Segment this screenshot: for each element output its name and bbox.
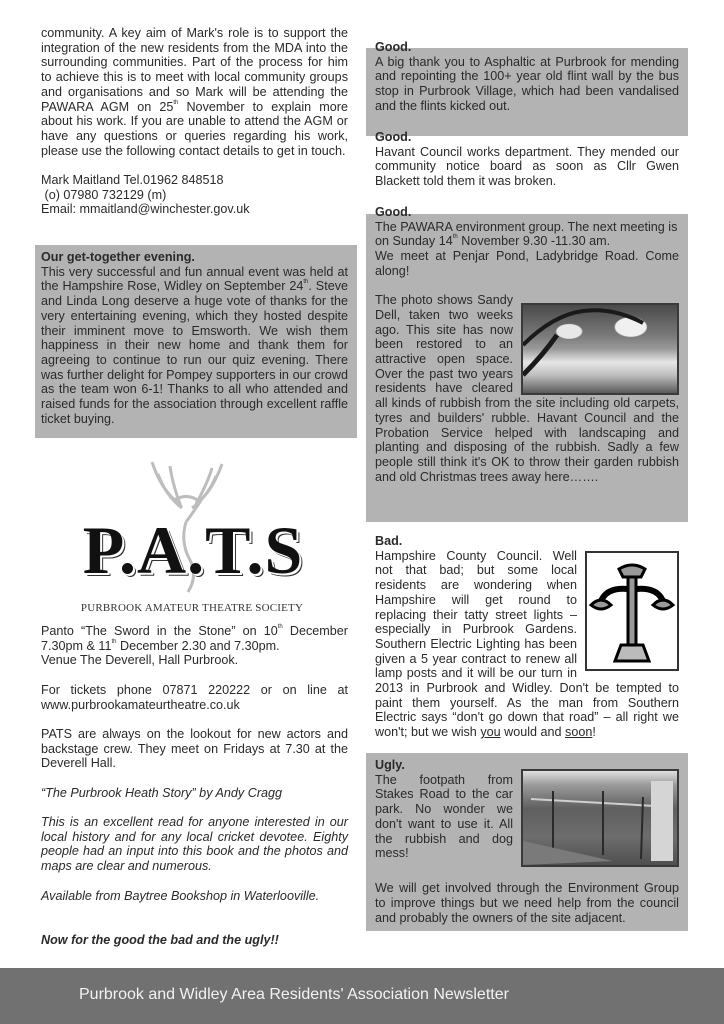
contact-name-tel: Mark Maitland Tel.01962 848518 — [41, 173, 224, 188]
contact-mobile: (o) 07980 732129 (m) — [41, 187, 167, 202]
good3-photo-text: The photo shows Sandy Dell, taken two weeks ago. This site has now been restored to an attractive open space. Over the past two years residents have cleared all kinds of rubbish from the site including old carpets, tyres and builders' rubble. Havant Council and the Probation Service helped with landscaping and planting and disposing of the rubbish. Sadly a few people still think it's OK to throw their garden rubbish and old Christmas trees away here……. — [375, 293, 679, 484]
fence-icon — [523, 771, 677, 865]
bad-heading: Bad. — [375, 534, 403, 548]
ugly-text: The footpath from Stakes Road to the car park. No wonder we don't want to use it. All the rubbish and dog mess! — [375, 772, 513, 861]
good2-text: Havant Council works department. They mended our community notice board as soon as Cllr Gwen Blackett told them it was broken. — [375, 144, 679, 189]
intro-paragraph: community. A key aim of Mark's role is to support the integration of the new residents from the MDA into the surrounding communities. Part of the process for him to achieve this is to meet with local community groups and organisations and so Mark will be attending the PAWARA AGM on 25th November to explain more about his work. If you are unable to attend the AGM or have any questions or queries regarding his work, please use the following contact details to get in touch. — [41, 26, 348, 158]
ugly-section — [375, 758, 679, 926]
pats-logo — [62, 452, 322, 620]
book-availability: Available from Baytree Bookshop in Waterlooville. — [41, 888, 320, 903]
good1-heading: Good. — [375, 40, 412, 54]
get-together-heading: Our get-together evening. — [41, 250, 195, 264]
book-title: “The Purbrook Heath Story” by Andy Cragg — [41, 785, 283, 800]
ugly-heading: Ugly. — [375, 758, 405, 772]
contact-email[interactable]: Email: mmaitland@winchester.gov.uk — [41, 202, 250, 217]
book-review: This is an excellent read for anyone interested in our local history and for any local cricket devotee. Eighty people had an input into this book and the photos and maps are clear and numerous. — [41, 815, 348, 874]
footpath-photo — [521, 769, 679, 867]
good3-heading: Good. — [375, 205, 412, 219]
tree-branch-icon — [523, 305, 677, 393]
sandy-dell-photo — [521, 303, 679, 395]
bad-text: Hampshire County Council. Well not that bad; but some local residents are wondering when Hampshire will get round to replacing their tatty street lights – especially in Purbrook Gardens. Southern Electric Lighting has been given a 5 year contract to renew all lamp posts and it will be our turn in 2013 in Purbrook and Widley. Don't be tempted to paint them yourself. As the man from Southern Electric says “don't go down that road” – all right we won't; but we wish you would and soon! — [375, 548, 679, 740]
good3-meeting-place: We meet at Penjar Pond, Ladybridge Road. Come along! — [375, 249, 679, 278]
get-together-section — [41, 250, 348, 426]
good1-text: A big thank you to Asphaltic at Purbrook for mending and repointing the 100+ year old flint wall by the bus stop in Purbrook Village, which had been vandalised and the flints kicked out. — [375, 54, 679, 113]
good2-section — [375, 130, 679, 189]
street-lamp-illustration — [585, 551, 679, 671]
left-column — [41, 26, 348, 217]
newsletter-footer — [0, 968, 724, 1024]
tickets-text[interactable]: For tickets phone 07871 220222 or on line at www.purbrookamateurtheatre.co.uk — [41, 682, 348, 712]
good1-section — [375, 40, 679, 114]
bad-section — [375, 534, 679, 740]
good2-heading: Good. — [375, 130, 412, 144]
pats-info — [41, 624, 348, 947]
panto-venue: Venue The Deverell, Hall Purbrook. — [41, 653, 239, 668]
get-together-text: This very successful and fun annual event was held at the Hampshire Rose, Widley on September 24th. Steve and Linda Long deserve a huge vote of thanks for the very entertaining evening, which they hosted despite their imminent move to Emsworth. We wish them happiness in their new home and thank them for agreeing to continue to run our quiz evening. There was further delight for Pompey supporters in our crowd as the team won 6-1! Thanks to all who attended and raised funds for the association through excellent raffle ticket buying. — [41, 264, 349, 426]
ugly-text-followup: We will get involved through the Environment Group to improve things but we need help from the council and probably the owners of the site adjacent. — [375, 881, 679, 925]
pats-letters: P.A.T.S — [82, 512, 304, 588]
pats-subtitle: PURBROOK AMATEUR THEATRE SOCIETY — [80, 602, 304, 614]
panto-text: Panto “The Sword in the Stone” on 10th December 7.30pm & 11th December 2.30 and 7.30pm. — [41, 624, 348, 653]
footer-title: Purbrook and Widley Area Residents' Association Newsletter — [79, 986, 509, 1003]
good3-section — [375, 205, 679, 484]
good3-text: The PAWARA environment group. The next meeting is on Sunday 14th November 9.30 -11.30 am. — [375, 219, 678, 249]
closing-line: Now for the good the bad and the ugly!! — [41, 932, 279, 947]
street-lamp-icon — [587, 553, 677, 669]
recruit-text: PATS are always on the lookout for new actors and backstage crew. They meet on Fridays at 7.30 at the Deverell Hall. — [41, 726, 348, 771]
